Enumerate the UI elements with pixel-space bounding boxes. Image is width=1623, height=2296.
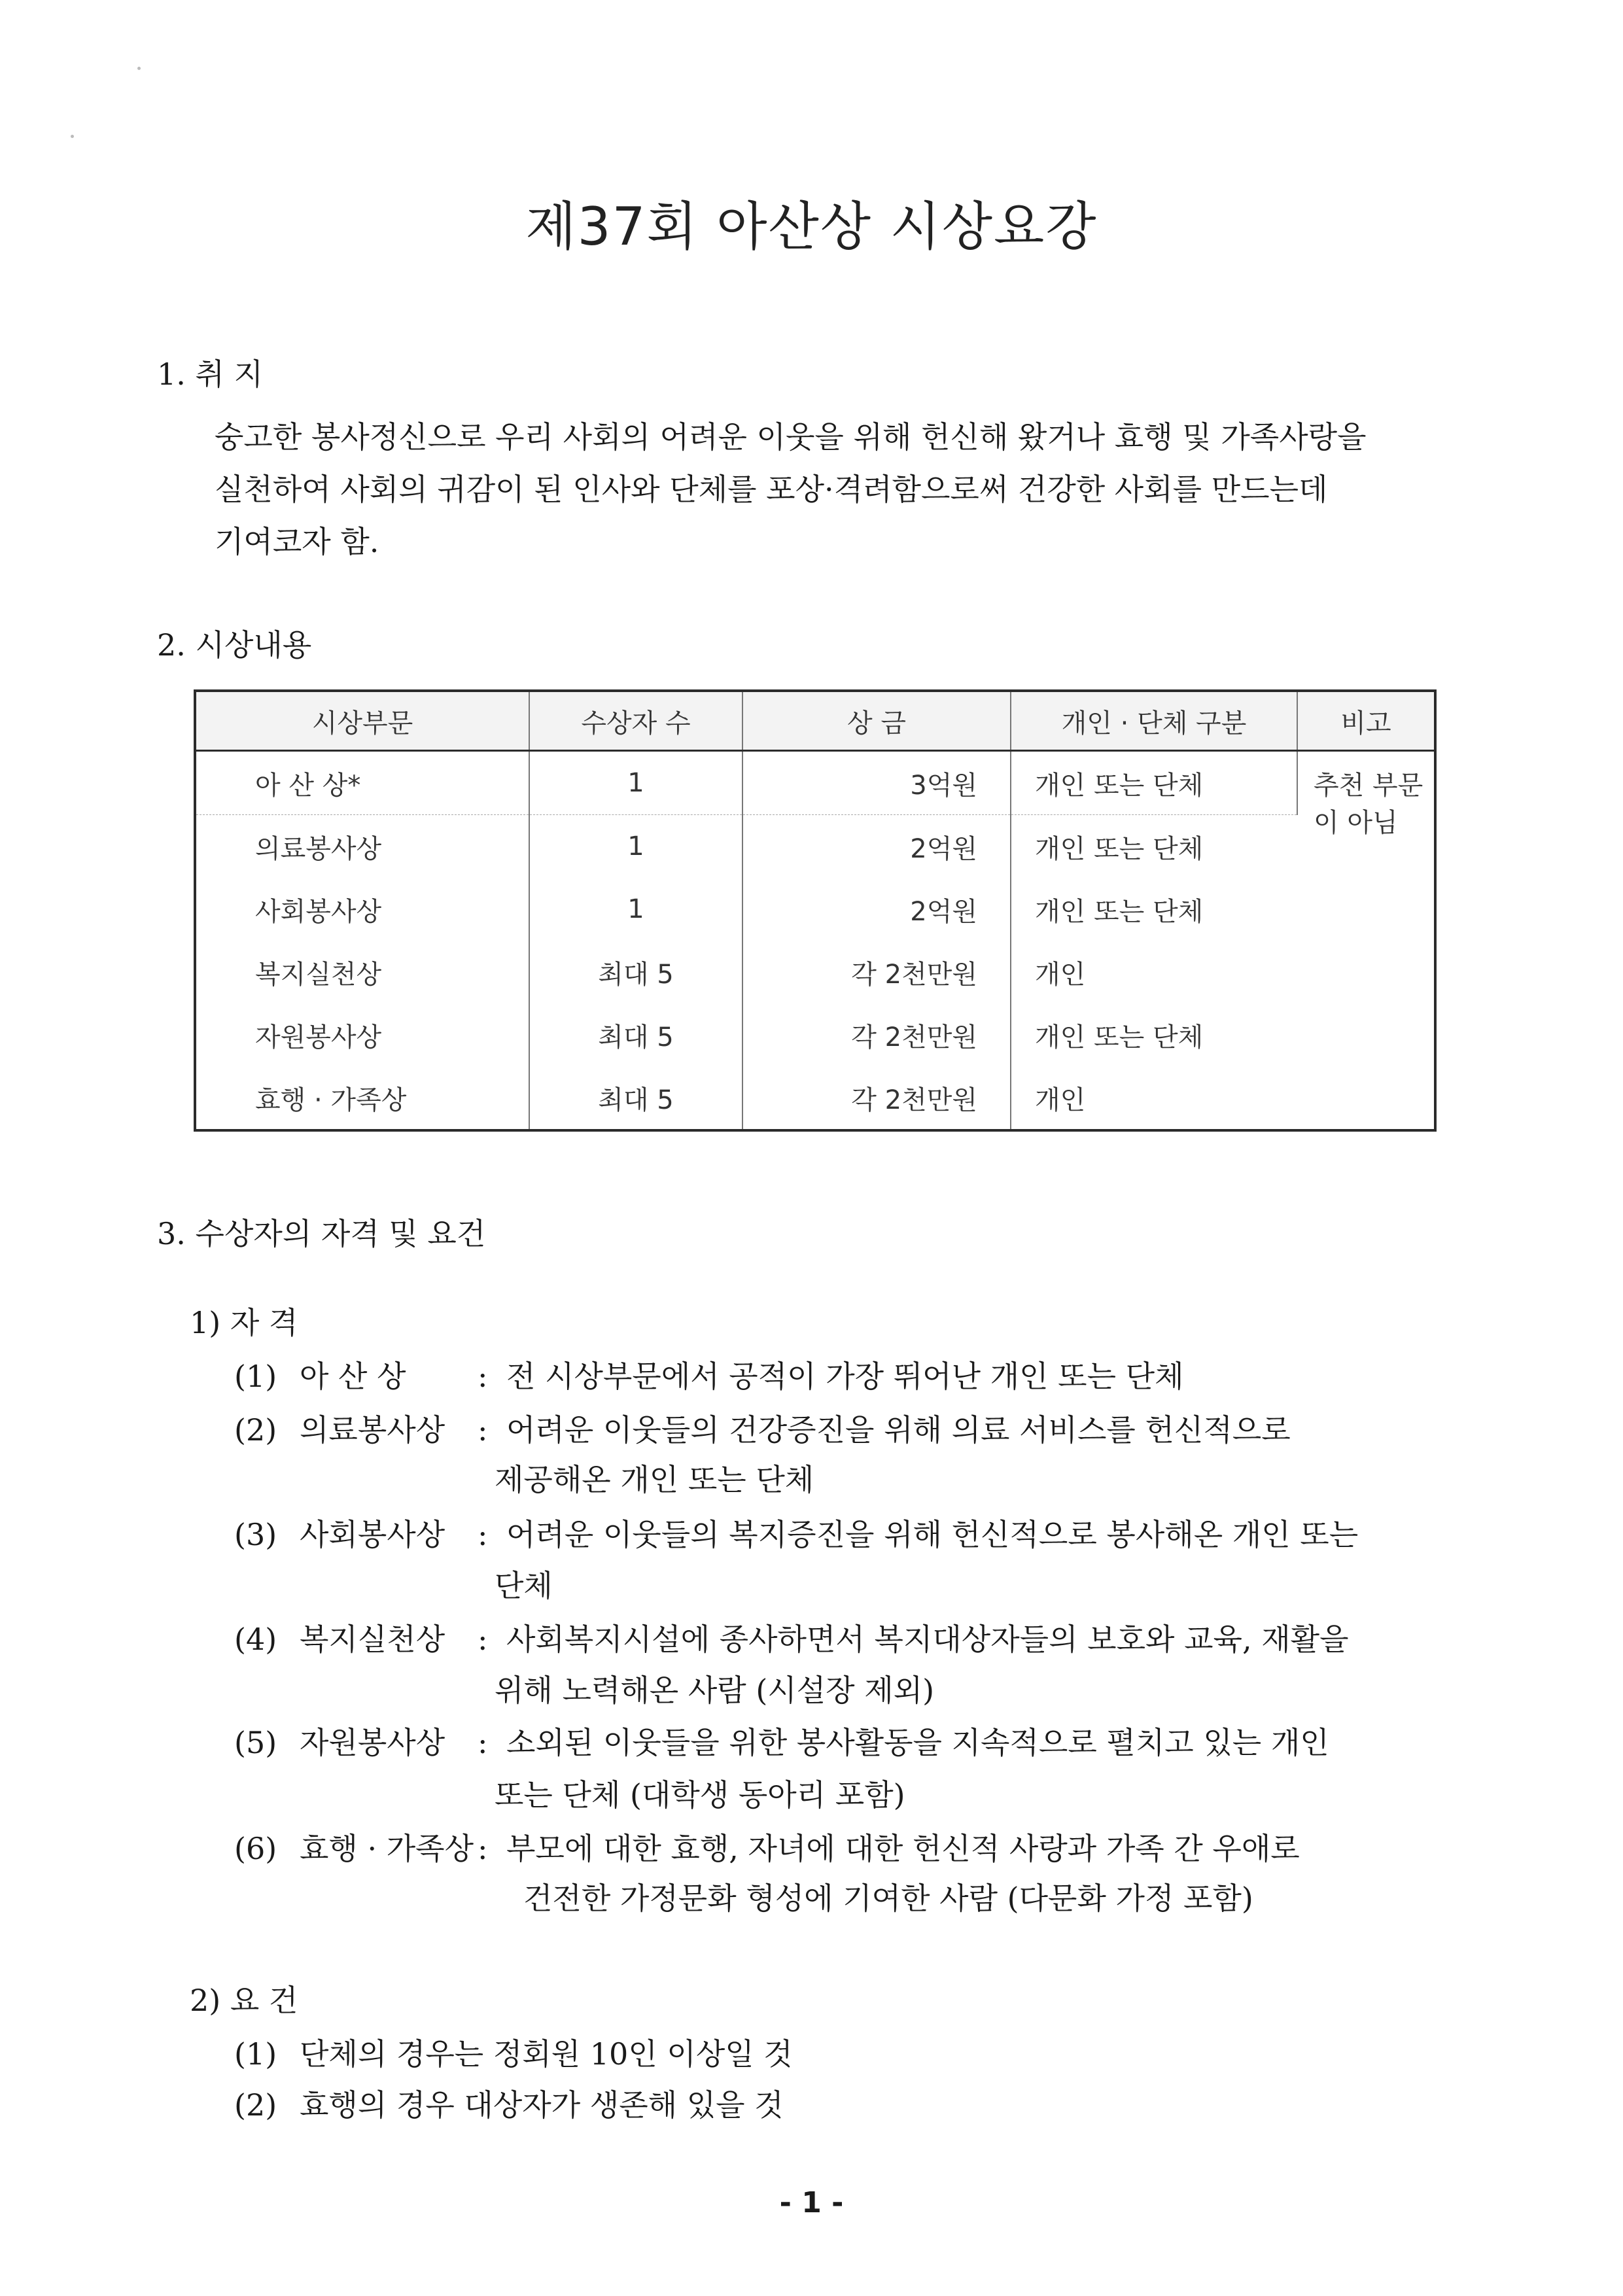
item-text: 효행의 경우 대상자가 생존해 있을 것 — [300, 2087, 784, 2123]
cell-type: 개인 또는 단체 — [1035, 833, 1204, 864]
item-label: 효행 · 가족상 — [300, 1831, 474, 1866]
cell-prize: 3억원 — [742, 751, 1011, 815]
item-text: 어려운 이웃들의 건강증진을 위해 의료 서비스를 헌신적으로 — [506, 1412, 1291, 1448]
cell-category: 효행 · 가족상 — [195, 1066, 529, 1130]
item-text: 부모에 대한 효행, 자녀에 대한 헌신적 사랑과 가족 간 우애로 — [506, 1831, 1300, 1866]
table-row — [195, 878, 1435, 941]
cell-prize: 2억원 — [742, 815, 1011, 878]
cell-category: 복지실천상 — [195, 941, 529, 1003]
item-number: (2) — [234, 2087, 277, 2123]
item-text-continued: 단체 — [495, 1568, 553, 1603]
header-prize: 상 금 — [742, 691, 1011, 751]
item-label: 자원봉사상 — [300, 1725, 445, 1760]
section-2-heading: 2. 시상내용 — [157, 627, 312, 663]
scan-speck — [137, 67, 141, 70]
requirement-item — [234, 2081, 784, 2125]
cell-count: 최대 5 — [529, 941, 742, 1003]
header-count: 수상자 수 — [529, 691, 742, 751]
header-type: 개인 · 단체 구분 — [1011, 691, 1297, 751]
table-row — [195, 751, 1435, 815]
item-text: 사회복지시설에 종사하면서 복지대상자들의 보호와 교육, 재활을 — [506, 1622, 1349, 1657]
qualification-item — [234, 1719, 1329, 1762]
item-label: 복지실천상 — [300, 1622, 445, 1657]
cell-prize: 각 2천만원 — [742, 1066, 1011, 1130]
item-number: (4) — [234, 1622, 277, 1657]
section-1-line: 숭고한 봉사정신으로 우리 사회의 어려운 이웃을 위해 헌신해 왔거나 효행 및 가족사랑을 — [215, 419, 1367, 455]
item-number: (2) — [234, 1412, 277, 1448]
cell-type: 개인 또는 단체 — [1011, 751, 1297, 815]
item-label: 아 산 상 — [300, 1359, 406, 1394]
section-1-heading: 1. 취 지 — [157, 357, 264, 392]
qualification-item — [234, 1511, 1358, 1554]
cell-type: 개인 — [1035, 959, 1086, 990]
cell-prize: 각 2천만원 — [742, 1003, 1011, 1066]
item-colon: : — [478, 1622, 488, 1657]
cell-prize: 각 2천만원 — [742, 941, 1011, 1003]
header-category: 시상부문 — [195, 691, 529, 751]
cell-type: 개인 또는 단체 — [1035, 1022, 1204, 1052]
table-header-row — [195, 691, 1435, 751]
item-colon: : — [478, 1412, 488, 1448]
cell-count: 1 — [529, 878, 742, 941]
qualification-item — [234, 1616, 1349, 1659]
item-colon: : — [478, 1725, 488, 1760]
item-colon: : — [478, 1517, 488, 1552]
qualification-item — [234, 1825, 1300, 1868]
qualification-item — [234, 1406, 1291, 1450]
table-row — [195, 1066, 1435, 1130]
item-text-continued: 건전한 가정문화 형성에 기여한 사람 (다문화 가정 포함) — [523, 1881, 1253, 1916]
document-title: 제37회 아산상 시상요강 — [525, 196, 1098, 257]
section-1-body — [215, 411, 1490, 568]
item-text-continued: 또는 단체 (대학생 동아리 포함) — [495, 1777, 905, 1813]
cell-category: 의료봉사상 — [195, 815, 529, 878]
item-text: 소외된 이웃들을 위한 봉사활동을 지속적으로 펼치고 있는 개인 — [506, 1725, 1329, 1760]
cell-category: 사회봉사상 — [195, 878, 529, 941]
section-1-line: 기여코자 함. — [215, 524, 379, 559]
cell-note: 추천 부문이 아님 — [1297, 751, 1435, 1131]
scan-speck — [71, 135, 74, 138]
award-table — [194, 689, 1437, 1132]
qualification-item — [234, 1353, 1184, 1396]
item-number: (1) — [234, 1359, 277, 1394]
cell-type: 개인 — [1035, 1085, 1086, 1115]
item-text: 단체의 경우는 정회원 10인 이상일 것 — [300, 2036, 793, 2072]
cell-prize: 2억원 — [742, 878, 1011, 941]
item-text: 전 시상부문에서 공적이 가장 뛰어난 개인 또는 단체 — [506, 1359, 1184, 1394]
qualification-heading: 1) 자 격 — [190, 1305, 298, 1340]
cell-count: 최대 5 — [529, 1066, 742, 1130]
item-colon: : — [478, 1359, 488, 1394]
page-number: - 1 - — [779, 2186, 844, 2219]
item-text-continued: 위해 노력해온 사람 (시설장 제외) — [495, 1673, 935, 1708]
item-label: 의료봉사상 — [300, 1412, 445, 1448]
item-text: 어려운 이웃들의 복지증진을 위해 헌신적으로 봉사해온 개인 또는 — [506, 1517, 1359, 1552]
item-label: 사회봉사상 — [300, 1517, 445, 1552]
header-note: 비고 — [1297, 691, 1435, 751]
table-row — [195, 815, 1435, 878]
cell-count: 1 — [529, 751, 742, 815]
item-colon: : — [478, 1831, 488, 1866]
item-text-continued: 제공해온 개인 또는 단체 — [495, 1462, 814, 1497]
item-number: (3) — [234, 1517, 277, 1552]
table-row — [195, 941, 1435, 1003]
requirement-item — [234, 2030, 793, 2074]
item-number: (6) — [234, 1831, 277, 1866]
cell-count: 최대 5 — [529, 1003, 742, 1066]
cell-count: 1 — [529, 815, 742, 878]
table-row — [195, 1003, 1435, 1066]
item-number: (5) — [234, 1725, 277, 1760]
requirements-heading: 2) 요 건 — [190, 1983, 298, 2018]
cell-type: 개인 또는 단체 — [1035, 896, 1204, 927]
section-3-heading: 3. 수상자의 자격 및 요건 — [157, 1216, 486, 1251]
item-number: (1) — [234, 2036, 277, 2072]
section-1-line: 실천하여 사회의 귀감이 된 인사와 단체를 포상·격려함으로써 건강한 사회를 만드는데 — [215, 472, 1328, 507]
cell-category: 아 산 상* — [195, 751, 529, 815]
cell-category: 자원봉사상 — [195, 1003, 529, 1066]
